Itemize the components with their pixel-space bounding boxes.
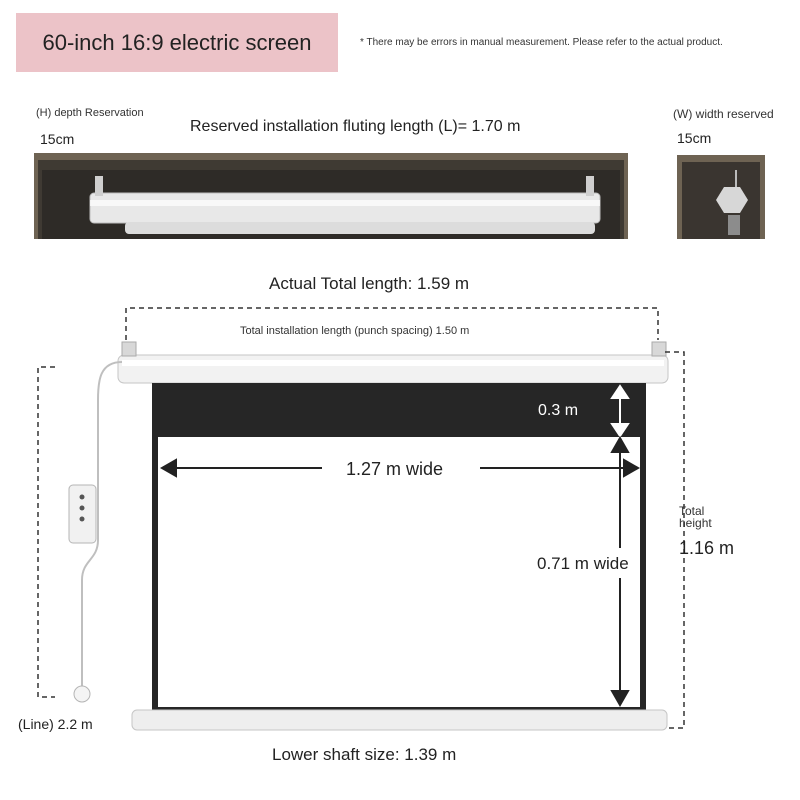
page-title: 60-inch 16:9 electric screen: [16, 13, 338, 72]
disclaimer-note: * There may be errors in manual measurement. Please refer to the actual product.: [360, 37, 723, 48]
top-roller: [118, 342, 668, 383]
screen-width-label: 1.27 m wide: [346, 459, 444, 479]
bottom-shaft: [132, 710, 667, 730]
installation-length: Total installation length (punch spacing) 1.50 m: [240, 325, 470, 337]
side-photo: [677, 155, 765, 239]
cabinet-photo: [34, 153, 628, 239]
width-reserved-label: (W) width reserved: [673, 107, 774, 121]
plug: [74, 686, 90, 702]
fluting-length-label: Reserved installation fluting length (L)= 1.70 m: [190, 118, 521, 135]
lower-shaft-size: Lower shaft size: 1.39 m: [272, 745, 457, 764]
depth-reservation-value: 15cm: [40, 131, 75, 147]
remote-control: [69, 485, 96, 543]
black-border-size: 0.3 m: [538, 402, 579, 419]
depth-reservation-label: (H) depth Reservation: [36, 107, 144, 119]
line-length-bracket: [38, 367, 55, 697]
screen-height-label: 0.71 m wide: [537, 554, 629, 573]
actual-total-length: Actual Total length: 1.59 m: [269, 274, 470, 293]
line-length-label: (Line) 2.2 m: [18, 716, 93, 732]
width-reserved-value: 15cm: [677, 130, 712, 146]
total-height-value: 1.16 m: [679, 538, 735, 558]
total-height-label: Total height: [679, 504, 712, 530]
